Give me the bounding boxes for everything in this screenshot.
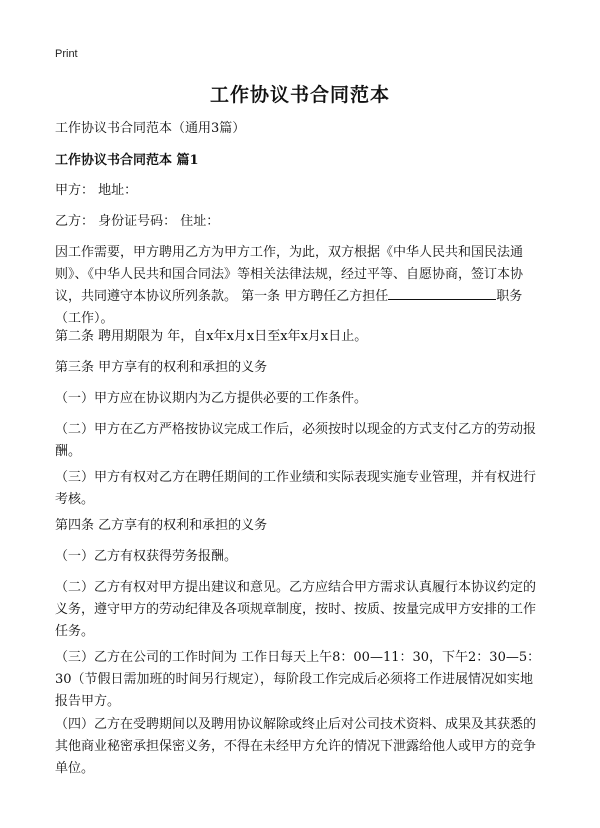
party-b-line: 乙方： 身份证号码： 住址： bbox=[55, 214, 220, 229]
article-2: 第二条 聘用期限为 年，自x年x月x日至x年x月x日止。 bbox=[55, 329, 368, 344]
print-link[interactable]: Print bbox=[55, 48, 78, 60]
article-4-item-2: （二）乙方有权对甲方提出建议和意见。乙方应结合甲方需求认真履行本协议约定的义务，遵守甲方的劳动纪律及各项规章制度，按时、按质、按量完成甲方安排的工作任务。 bbox=[55, 580, 537, 639]
document-subtitle: 工作协议书合同范本（通用3篇） bbox=[55, 121, 246, 136]
section-heading: 工作协议书合同范本 篇1 bbox=[55, 153, 199, 168]
article-4-item-3: （三）乙方在公司的工作时间为 工作日每天上午8：00—11：30，下午2：30—5：30（节假日需加班的时间另行规定），每阶段工作完成后必须将工作进展情况如实地报告甲方。 bbox=[55, 650, 541, 709]
intro-tail: 职务（工作）。 bbox=[55, 289, 523, 326]
article-4-item-4: （四）乙方在受聘期间以及聘用协议解除或终止后对公司技术资料、成果及其获悉的其他商业秘密承担保密义务，不得在未经甲方允许的情况下泄露给他人或甲方的竞争单位。 bbox=[55, 717, 537, 776]
article-3-heading: 第三条 甲方享有的权利和承担的义务 bbox=[55, 360, 268, 375]
intro-paragraph bbox=[55, 242, 545, 330]
article-3-item-1: （一）甲方应在协议期内为乙方提供必要的工作条件。 bbox=[55, 391, 368, 406]
article-3-item-2: （二）甲方在乙方严格按协议完成工作后，必须按时以现金的方式支付乙方的劳动报酬。 bbox=[55, 422, 537, 459]
position-blank-line bbox=[388, 287, 496, 300]
intro-text: 因工作需要，甲方聘用乙方为甲方工作，为此，双方根据《中华人民共和国民法通则》、《中华人民共和国合同法》等相关法律法规，经过平等、自愿协商，签订本协议，共同遵守本协议所列条款。 第一条 甲方聘任乙方担任 bbox=[55, 245, 524, 304]
document-title: 工作协议书合同范本 bbox=[209, 84, 390, 106]
article-4-heading: 第四条 乙方享有的权利和承担的义务 bbox=[55, 518, 268, 533]
article-3-item-3: （三）甲方有权对乙方在聘任期间的工作业绩和实际表现实施专业管理，并有权进行考核。 bbox=[55, 470, 537, 507]
article-4-item-1: （一）乙方有权获得劳务报酬。 bbox=[55, 549, 238, 564]
party-a-line: 甲方： 地址： bbox=[55, 183, 138, 198]
